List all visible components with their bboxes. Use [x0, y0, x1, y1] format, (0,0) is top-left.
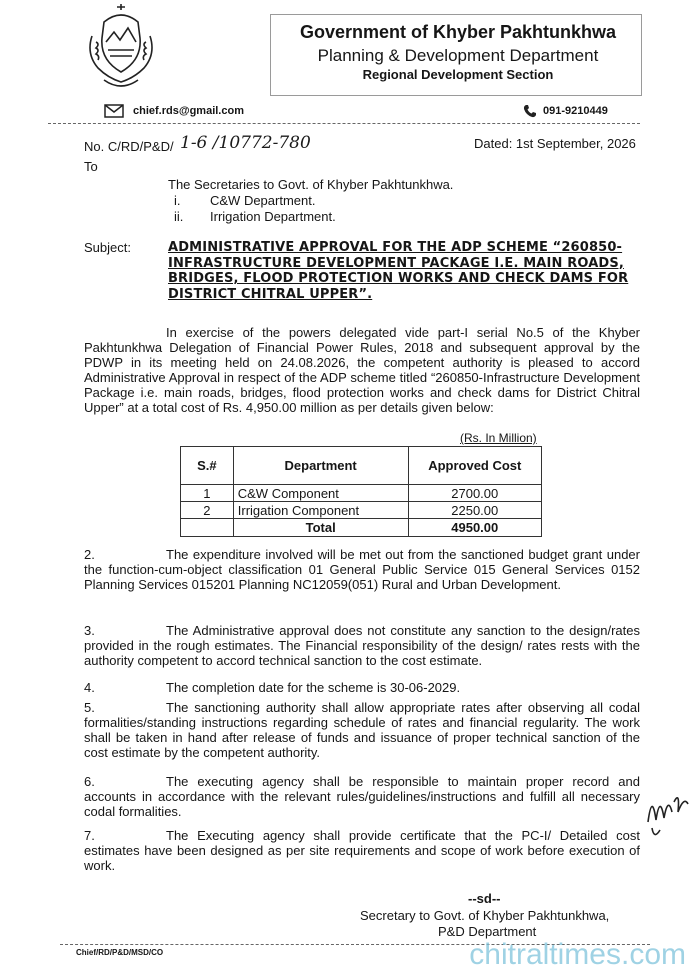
contact-phone: 091-9210449 [543, 105, 608, 117]
paragraph-7: 7. The Executing agency shall provide certificate that the PC-I/ Detailed cost estimates have been designed as per site requirements and scope of work before execution of work. [84, 828, 640, 873]
total-label: Total [233, 519, 408, 537]
government-logo [82, 2, 160, 90]
recipient-name-1: C&W Department. [210, 193, 316, 208]
paragraph-6: 6. The executing agency shall be responsible to maintain proper record and accounts in accordance with the relevant rules/guidelines/instructions and fulfill all necessary codal formalities. [84, 774, 640, 819]
paragraph-3: 3. The Administrative approval does not constitute any sanction to the design/rates provided in the rough estimates. The Financial responsibility of the design/ rates rests with the authority competent to accord technical sanction to the cost estimate. [84, 623, 640, 668]
recipient-number-1: i. [174, 193, 181, 208]
letter-date: Dated: 1st September, 2026 [474, 136, 636, 151]
row-sn: 1 [181, 485, 234, 502]
intro-paragraph: In exercise of the powers delegated vide part-I serial No.5 of the Khyber Pakhtunkhwa Delegation of Financial Power Rules, 2018 and subsequent approval by the PDWP in its meeting held on 24.08.2026, the competent authority is pleased to accord Administrative Approval in respect of the ADP scheme titled “260850-Infrastructure Development Package i.e. main roads, bridges, flood protection works and check dams for District Chitral Upper” at a total cost of Rs. 4,950.00 million as per details given below: [84, 325, 640, 415]
row-department: C&W Component [233, 485, 408, 502]
paragraph-2: 2. The expenditure involved will be met out from the sanctioned budget grant under the function-cum-object classification 01 General Public Service 015 General Services 0152 Planning Services 015201 Planning NC12059(051) Rural and Urban Development. [84, 547, 640, 592]
to-label: To [84, 159, 98, 174]
table-total-row [181, 519, 542, 537]
initials-signature-icon [644, 782, 694, 842]
letter-number-prefix: No. C/RD/P&D/ [84, 139, 174, 154]
header-divider [48, 123, 640, 124]
row-department: Irrigation Component [233, 502, 408, 519]
letterhead-title: Government of Khyber Pakhtunkhwa [299, 22, 617, 42]
cost-table [180, 446, 542, 537]
table-row [181, 502, 542, 519]
signature-line-1: Secretary to Govt. of Khyber Pakhtunkhwa, [360, 908, 610, 923]
phone-icon [522, 103, 538, 119]
subject-text: ADMINISTRATIVE APPROVAL FOR THE ADP SCHEME “260850-INFRASTRUCTURE DEVELOPMENT PACKAGE I.E. MAIN ROADS, BRIDGES, FLOOD PROTECTION WORKS AND CHECK DAMS FOR DISTRICT CHITRAL UPPER”. [168, 240, 629, 302]
signature-sd: --sd-- [468, 891, 501, 906]
total-value: 4950.00 [408, 519, 541, 537]
letterhead-department: Planning & Development Department [317, 46, 599, 65]
paragraph-4: 4. The completion date for the scheme is 30-06-2029. [84, 680, 461, 695]
recipient-line: The Secretaries to Govt. of Khyber Pakhtunkhwa. [168, 177, 454, 192]
letterhead-section: Regional Development Section [362, 67, 554, 82]
footer-reference: Chief/RD/P&D/MSD/CO [76, 948, 164, 957]
contact-email: chief.rds@gmail.com [133, 105, 244, 117]
signature-line-2: P&D Department [438, 924, 537, 939]
table-row [181, 485, 542, 502]
paragraph-5: 5. The sanctioning authority shall allow appropriate rates after observing all codal formalities/standing instructions regarding schedule of rates and financial regularity. The work shall be taken in hand after release of funds and issuance of proper technical sanction of the cost estimate by the competent authority. [84, 700, 640, 760]
row-cost: 2700.00 [408, 485, 541, 502]
subject-label: Subject: [84, 240, 131, 255]
header-approved-cost: Approved Cost [408, 447, 541, 485]
row-sn: 2 [181, 502, 234, 519]
envelope-icon [104, 104, 124, 118]
row-cost: 2250.00 [408, 502, 541, 519]
header-sn: S.# [181, 447, 234, 485]
letter-number-handwritten: 1-6 /10772-780 [180, 133, 311, 153]
table-unit-note: (Rs. In Million) [460, 431, 537, 445]
recipient-name-2: Irrigation Department. [210, 209, 336, 224]
watermark-text: chitraltimes.com [469, 938, 686, 971]
header-department: Department [233, 447, 408, 485]
recipient-number-2: ii. [174, 209, 184, 224]
